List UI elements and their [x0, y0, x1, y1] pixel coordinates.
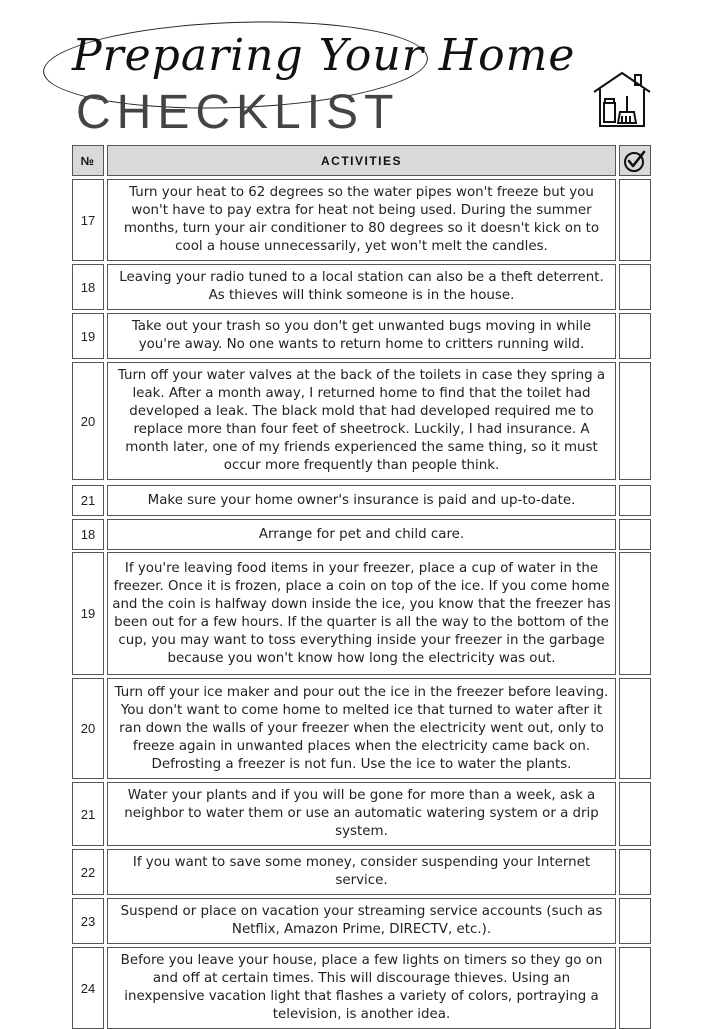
- row-number: 17: [80, 212, 96, 228]
- row-number-cell: [72, 947, 104, 1029]
- house-cleaning-icon: [591, 70, 653, 130]
- checkbox-cell[interactable]: [619, 947, 651, 1029]
- activity-text: Turn your heat to 62 degrees so the water pipes won't freeze but you won't have to pay extra for heat not being used. During the summer months, turn your air conditioner to 80 degrees so it doesn't kick on to cool a house unnecessarily, yet won't melt the candles.: [123, 185, 600, 254]
- activity-cell: [107, 519, 616, 550]
- activity-text: Take out your trash so you don't get unwanted bugs moving in while you're away. No one wants to return home to critters running wild.: [131, 319, 592, 352]
- row-number-cell: [72, 678, 104, 779]
- checkbox-cell[interactable]: [619, 782, 651, 846]
- page-header: [0, 0, 724, 142]
- activity-cell: [107, 678, 616, 779]
- activity-cell: [107, 782, 616, 846]
- activity-text: If you're leaving food items in your freezer, place a cup of water in the freezer. Once it is frozen, place a coin on top of the ice. If you come home and the coin is halfway down inside the ice, you know that the freezer has been out for a few hours. If the quarter is all the way to the bottom of the cup, you may want to toss everything inside your freezer in the garbage because you won't know how long the electricity was out.: [112, 560, 611, 666]
- activity-cell: [107, 485, 616, 516]
- checkbox-cell[interactable]: [619, 264, 651, 310]
- row-number-cell: [72, 485, 104, 516]
- row-number-cell: [72, 264, 104, 310]
- row-number: 19: [80, 328, 96, 344]
- checkbox-cell[interactable]: [619, 898, 651, 944]
- activity-text: Before you leave your house, place a few lights on timers so they go on and off at certain times. This will discourage thieves. Using an inexpensive vacation light that flashes a variety of colors, portraying a television, is another idea.: [120, 953, 603, 1022]
- activities-column-header: [107, 145, 616, 176]
- activity-text: Turn off your water valves at the back of the toilets in case they spring a leak. After a month away, I returned home to find that the toilet had developed a leak. The black mold that had developed required me to replace more than four feet of sheetrock. Luckily, I had insurance. A month later, one of my friends experienced the same thing, so it must occur more frequently than people think.: [117, 368, 606, 473]
- row-number: 19: [80, 606, 96, 621]
- checkbox-cell[interactable]: [619, 362, 651, 480]
- activity-cell: [107, 898, 616, 944]
- row-number: 20: [80, 721, 96, 736]
- page-title: CHECKLIST: [76, 86, 400, 139]
- row-number: 18: [80, 527, 96, 542]
- check-circle-icon: [623, 149, 647, 173]
- checkbox-cell[interactable]: [619, 678, 651, 779]
- activity-cell: [107, 552, 616, 675]
- number-column-label: №: [80, 153, 96, 168]
- script-title: Preparing Your Home: [72, 30, 576, 81]
- activity-cell: [107, 179, 616, 261]
- activity-cell: [107, 362, 616, 480]
- activity-cell: [107, 264, 616, 310]
- row-number-cell: [72, 362, 104, 480]
- activity-text: Turn off your ice maker and pour out the ice in the freezer before leaving. You don't want to come home to melted ice that turned to water after it ran down the walls of your freezer when the electricity went out, only to freeze again in unwanted places when the electricity came back on. Defrosting a freezer is not fun. Use the ice to water the plants.: [114, 684, 609, 772]
- activity-text: Suspend or place on vacation your streaming service accounts (such as Netflix, Amazon Prime, DIRECTV, etc.).: [120, 904, 603, 937]
- row-number-cell: [72, 552, 104, 675]
- row-number-cell: [72, 898, 104, 944]
- row-number: 21: [80, 806, 96, 822]
- row-number-cell: [72, 519, 104, 550]
- row-number: 20: [80, 413, 96, 429]
- row-number: 24: [80, 980, 96, 996]
- row-number: 18: [80, 279, 96, 295]
- activity-cell: [107, 849, 616, 895]
- row-number-cell: [72, 179, 104, 261]
- activity-cell: [107, 313, 616, 359]
- activity-text: Make sure your home owner's insurance is paid and up-to-date.: [147, 492, 576, 508]
- row-number: 23: [80, 913, 96, 929]
- checkbox-cell[interactable]: [619, 552, 651, 675]
- check-column-header: [619, 145, 651, 176]
- checkbox-cell[interactable]: [619, 849, 651, 895]
- row-number-cell: [72, 313, 104, 359]
- activities-column-label: ACTIVITIES: [320, 153, 402, 168]
- row-number-cell: [72, 782, 104, 846]
- row-number: 21: [80, 493, 96, 508]
- activity-text: Water your plants and if you will be gone for more than a week, ask a neighbor to water them or use an automatic watering system or a drip system.: [124, 788, 599, 839]
- activity-text: Arrange for pet and child care.: [258, 526, 465, 542]
- activity-cell: [107, 947, 616, 1029]
- row-number: 22: [80, 864, 96, 880]
- checkbox-cell[interactable]: [619, 519, 651, 550]
- activity-text: Leaving your radio tuned to a local station can also be a theft deterrent. As thieves will think someone is in the house.: [119, 270, 604, 303]
- activity-text: If you want to save some money, consider suspending your Internet service.: [132, 855, 591, 888]
- number-column-header: [72, 145, 104, 176]
- checkbox-cell[interactable]: [619, 313, 651, 359]
- checkbox-cell[interactable]: [619, 485, 651, 516]
- row-number-cell: [72, 849, 104, 895]
- checkbox-cell[interactable]: [619, 179, 651, 261]
